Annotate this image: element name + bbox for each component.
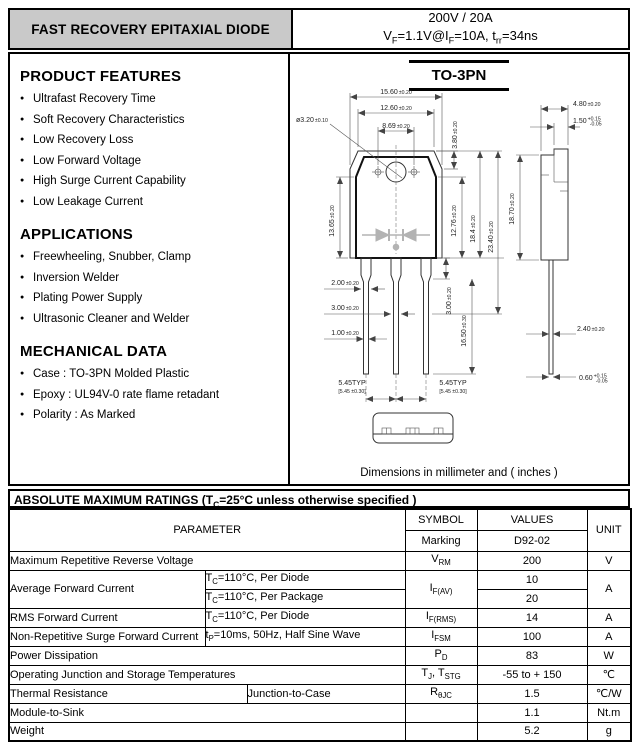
dim-lead-w-mid: 3.00±0.20 [331, 305, 359, 312]
dim-shoulder-len: 3.00±0.20 [446, 287, 453, 315]
side-lead [549, 260, 553, 374]
ratings-table [8, 508, 632, 742]
dim-lead-tip-thick: $0.60^{+0.15}$ -0.05 [579, 373, 608, 385]
ratings-cell-val: 5.2 [477, 722, 587, 741]
header [8, 8, 630, 50]
rating-line-1: 200V / 20A [428, 9, 493, 25]
dim-lead-w-wide: 2.00±0.20 [331, 280, 359, 287]
main-content [8, 52, 630, 486]
dim-height-23: 23.40±0.20 [488, 221, 495, 253]
lead-center [391, 258, 401, 374]
feature-item: ● Low Recovery Loss [20, 130, 282, 151]
col-header-marking: Marking [405, 530, 477, 551]
dim-hole-dia: ø3.20±0.10 [296, 117, 328, 124]
dim-tab-thick: $1.50^{+0.15}$ -0.05 [573, 116, 602, 128]
part-title: FAST RECOVERY EPITAXIAL DIODE [10, 10, 293, 48]
dim-pitch-right-line1: 5.45TYP [439, 380, 467, 387]
ratings-cell-val: 1.5 [477, 684, 587, 703]
side-body-outline [541, 149, 568, 260]
ratings-cell-param: Operating Junction and Storage Temperatures [9, 665, 405, 684]
package-column [290, 54, 628, 484]
product-features-list [20, 89, 282, 212]
ratings-cell-unit: A [587, 608, 631, 627]
ratings-row [9, 665, 631, 684]
ratings-title: ABSOLUTE MAXIMUM RATINGS ($T_C=25^\circ C$ unless otherwise specified ) [8, 489, 630, 508]
ratings-cell-unit: W [587, 646, 631, 665]
applications-list [20, 247, 282, 329]
ratings-cell-val: 10 [477, 570, 587, 589]
ratings-cell-param: Weight [9, 722, 405, 741]
ratings-cell-unit: g [587, 722, 631, 741]
mechanical-item: ● Case : TO-3PN Molded Plastic [20, 364, 282, 385]
feature-item: ● Low Leakage Current [20, 192, 282, 213]
col-header-symbol: SYMBOL [405, 509, 477, 530]
ratings-cell-cond: Junction-to-Case [247, 684, 405, 703]
ratings-row [9, 551, 631, 570]
col-header-values: VALUES [477, 509, 587, 530]
ratings-cell-cond: $t_P=10ms$, 50Hz, Half Sine Wave [205, 627, 405, 646]
ratings-cell-unit: V [587, 551, 631, 570]
ratings-row [9, 646, 631, 665]
ratings-cell-cond: $T_C=110^\circ C$, Per Diode [205, 570, 405, 589]
ratings-row [9, 570, 631, 589]
ratings-cell-unit: A [587, 627, 631, 646]
ratings-cell-sym: $I_{FSM}$ [405, 627, 477, 646]
dim-body-height-left: 13.65±0.20 [329, 205, 336, 237]
dim-pitch-left-line1: 5.45TYP [338, 380, 366, 387]
ratings-cell-param: Power Dissipation [9, 646, 405, 665]
feature-item: ● Low Forward Voltage [20, 151, 282, 172]
dimensions-caption: Dimensions in millimeter and ( inches ) [360, 467, 558, 479]
ratings-cell-param: Module-to-Sink [9, 703, 405, 722]
application-item: ● Inversion Welder [20, 268, 282, 289]
ratings-row [9, 684, 631, 703]
lead-right [421, 258, 431, 374]
col-header-parameter: PARAMETER [9, 509, 405, 551]
ratings-cell-sym: $I_{F(AV)}$ [405, 570, 477, 608]
dim-front-inner-width: 8.69±0.20 [382, 123, 410, 130]
ratings-cell-sym: $R_{\theta JC}$ [405, 684, 477, 703]
ratings-cell-unit: ℃/W [587, 684, 631, 703]
ratings-cell-cond: $T_C=110^\circ C$, Per Package [205, 589, 405, 608]
dim-lead-len: 16.50±0.30 [461, 315, 468, 347]
text-column [10, 54, 290, 484]
ratings-row [9, 703, 631, 722]
ratings-cell-val: -55 to + 150 [477, 665, 587, 684]
rating-line-2: $V_F=1.1V@I_F=10A$, $t_{rr}=34ns$ [383, 27, 538, 46]
ratings-cell-unit: Nt.m [587, 703, 631, 722]
ratings-cell-sym: $T_J$, $T_{STG}$ [405, 665, 477, 684]
dim-front-mid-width: 12.60±0.20 [380, 105, 412, 112]
package-name: TO-3PN [409, 60, 509, 91]
ratings-cell-val: 14 [477, 608, 587, 627]
application-item: ● Plating Power Supply [20, 288, 282, 309]
feature-item: ● High Surge Current Capability [20, 171, 282, 192]
ratings-cell-unit: A [587, 570, 631, 608]
ratings-cell-sym [405, 703, 477, 722]
ratings-cell-val: 83 [477, 646, 587, 665]
ratings-cell-param: Non-Repetitive Surge Forward Current [9, 627, 205, 646]
ratings-cell-param: RMS Forward Current [9, 608, 205, 627]
ratings-table-body [9, 551, 631, 741]
dim-front-top-width: 15.60±0.20 [380, 89, 412, 96]
part-ratings [293, 10, 628, 48]
application-item: ● Freewheeling, Snubber, Clamp [20, 247, 282, 268]
application-item: ● Ultrasonic Cleaner and Welder [20, 309, 282, 330]
dim-pitch-left-line2: [5.45 ±0.30] [338, 389, 366, 395]
dim-lead-thick: 2.40±0.20 [577, 326, 605, 333]
applications-heading: APPLICATIONS [20, 226, 133, 243]
dim-lead-w-narrow: 1.00±0.20 [331, 330, 359, 337]
dim-side-height: 18.70±0.20 [509, 193, 516, 225]
ratings-cell-sym [405, 722, 477, 741]
ratings-row [9, 608, 631, 627]
lead-left [361, 258, 371, 374]
ratings-cell-cond: $T_C=110^\circ C$, Per Diode [205, 608, 405, 627]
package-drawing [290, 89, 628, 461]
mechanical-data-list [20, 364, 282, 426]
ratings-cell-unit: ℃ [587, 665, 631, 684]
dim-flange-height: 3.80±0.20 [452, 121, 459, 149]
ratings-cell-val: 200 [477, 551, 587, 570]
mechanical-item: ● Epoxy : UL94V-0 rate flame retadant [20, 385, 282, 406]
dim-pitch-right-line2: [5.45 ±0.30] [439, 389, 467, 395]
col-header-unit: UNIT [587, 509, 631, 551]
feature-item: ● Ultrafast Recovery Time [20, 89, 282, 110]
ratings-cell-val: 100 [477, 627, 587, 646]
ratings-row [9, 627, 631, 646]
ratings-cell-val: 1.1 [477, 703, 587, 722]
mechanical-item: ● Polarity : As Marked [20, 405, 282, 426]
ratings-row [9, 722, 631, 741]
product-features-heading: PRODUCT FEATURES [20, 68, 182, 85]
ratings-cell-sym: $I_{F(RMS)}$ [405, 608, 477, 627]
ratings-cell-sym: $V_{RM}$ [405, 551, 477, 570]
ratings-cell-param: Thermal Resistance [9, 684, 247, 703]
col-header-values-sub: D92-02 [477, 530, 587, 551]
ratings-cell-sym: $P_D$ [405, 646, 477, 665]
ratings-cell-param: Average Forward Current [9, 570, 205, 608]
ratings-cell-val: 20 [477, 589, 587, 608]
dim-height-18: 18.4±0.20 [470, 215, 477, 243]
ratings-cell-param: Maximum Repetitive Reverse Voltage [9, 551, 405, 570]
feature-item: ● Soft Recovery Characteristics [20, 110, 282, 131]
bottom-view [373, 413, 453, 443]
dim-side-depth: 4.80±0.20 [573, 101, 601, 108]
dim-body-height: 12.76±0.20 [451, 205, 458, 237]
mechanical-data-heading: MECHANICAL DATA [20, 343, 168, 360]
